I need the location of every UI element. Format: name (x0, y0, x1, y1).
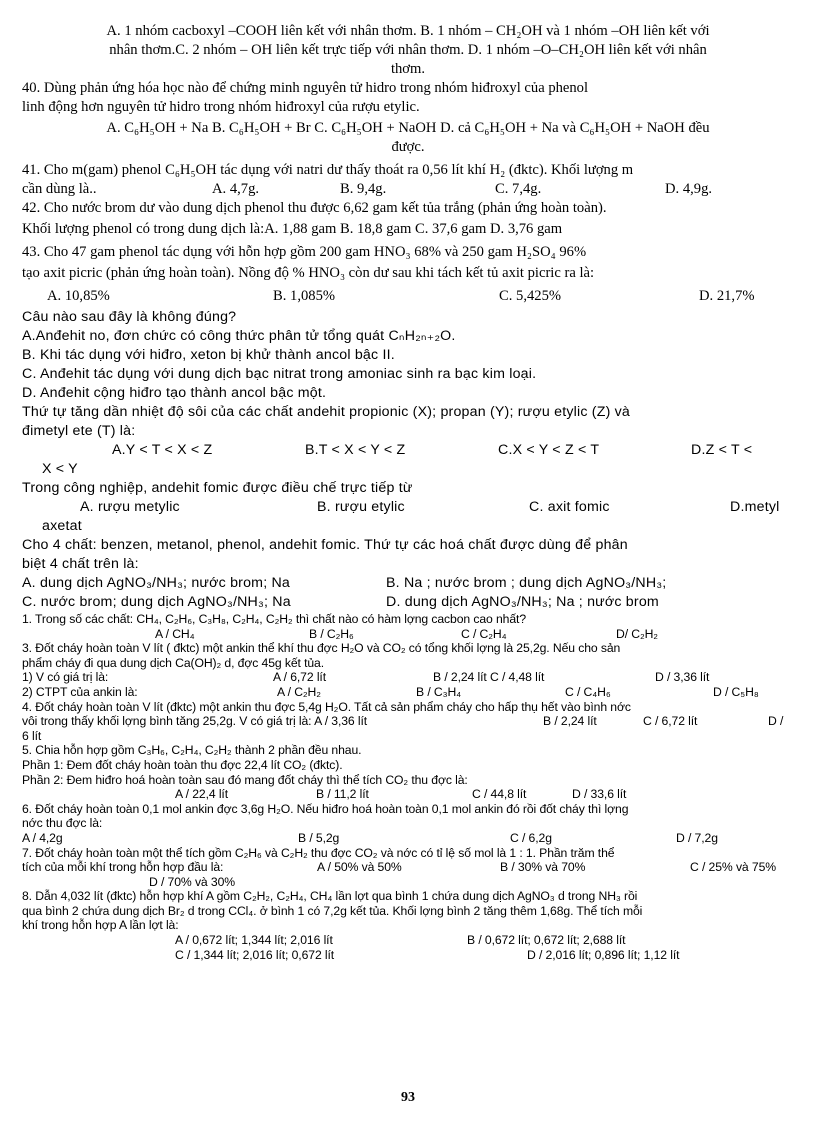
option-b: B / C₃H₄ (416, 684, 462, 699)
option-d: D / 7,2g (676, 830, 718, 845)
option-c: C / 44,8 lít (472, 787, 527, 802)
question-stem: đimetyl ete (T) là: (22, 423, 136, 439)
question-stem: 4. Đốt cháy hoàn toàn V lít (đktc) một ankin thu đợc 5,4g H₂O. Tất cả sản phẩm cháy cho hấp thụ hết vào bình nớc (22, 699, 631, 714)
option-d-continued: axetat (42, 518, 82, 534)
question-stem: tích của mỗi khí trong hỗn hợp đầu là: (22, 860, 224, 875)
option-d: D/ C₂H₂ (616, 626, 658, 641)
option-d-continued: 6 lít (22, 728, 42, 743)
option-line: A. 1 nhóm cacboxyl –COOH liên kết với nhân thơm. B. 1 nhóm – CH₂OH và 1 nhóm –OH liên kết với (106, 23, 710, 39)
options-row (22, 593, 794, 612)
question-stem: khí trong hỗn hợp A lần lợt là: (22, 918, 179, 933)
question-stem: nớc thu đợc là: (22, 816, 103, 831)
options-row (22, 574, 794, 593)
option-d: D / 3,36 lít (655, 670, 710, 685)
option-b: B.T < X < Y < Z (305, 442, 406, 458)
option-d: D / C₅H₈ (713, 684, 759, 699)
part-2: Phần 2: Đem hiđro hoá hoàn toàn sau đó mang đốt cháy thì thể tích CO₂ thu đợc là: (22, 772, 468, 787)
option-d: D.metyl (730, 499, 780, 515)
options-row (22, 627, 794, 642)
option-b: B. 1,085% (273, 288, 336, 304)
question-stem: linh động hơn nguyên tử hidro trong nhóm hiđroxyl của rượu etylic. (22, 99, 420, 115)
option-a: A. rượu metylic (80, 499, 180, 515)
question-stem: Thứ tự tăng dần nhiệt độ sôi của các chất andehit propionic (X); propan (Y); rượu etylic (Z) và (22, 404, 631, 420)
question-43 (22, 243, 794, 306)
option-a: A. 4,7g. (212, 181, 260, 197)
option-d: D. dung dịch AgNO₃/NH₃; Na ; nước brom (386, 594, 659, 610)
options-row (22, 948, 794, 963)
option-a: A.Anđehit no, đơn chức có công thức phân tử tổng quát CₙH₂ₙ₊₂O. (22, 328, 456, 344)
option-d-continued: X < Y (42, 461, 78, 477)
option-b: B / C₂H₆ (309, 626, 354, 641)
question-s7 (22, 846, 794, 890)
option-a: A / CH₄ (155, 626, 195, 641)
option-b: B. 9,4g. (340, 181, 387, 197)
option-a: A / 6,72 lít (273, 670, 327, 685)
question-stem: 41. Cho m(gam) phenol C₆H₅OH tác dụng với natri dư thấy thoát ra 0,56 lít khí H₂ (đktc). Khối lượng m (22, 162, 634, 178)
question-stem: Trong công nghiệp, andehit fomic được điều chế trực tiếp từ (22, 480, 413, 496)
option-d: D / 33,6 lít (572, 787, 627, 802)
options-row (22, 498, 794, 517)
options-row (22, 180, 794, 199)
option-a: A.Y < T < X < Z (112, 442, 213, 458)
option-d: D. 21,7% (699, 288, 755, 304)
question-s8 (22, 889, 794, 962)
question-stem: phẩm cháy đi qua dung dịch Ca(OH)₂ d, đợc 45g kết tủa. (22, 655, 325, 670)
option-d: D / 2,016 lít; 0,896 lít; 1,12 lít (527, 947, 680, 962)
question-stem: biệt 4 chất trên là: (22, 556, 139, 572)
sub-question: 1) V có giá trị là: (22, 670, 109, 685)
option-c: C / C₂H₄ (461, 626, 507, 641)
option-c: C / C₄H₆ (565, 684, 611, 699)
question-lead: cần dùng là.. (22, 181, 97, 197)
option-c: C / 6,2g (510, 830, 552, 845)
options-row (22, 670, 794, 685)
option-c: C. axit fomic (529, 499, 610, 515)
options-row (22, 441, 794, 460)
question-stem-with-a: vôi trong thấy khối lợng bình tăng 25,2g. V có giá trị là: A / 3,36 lít (22, 714, 368, 729)
question-stem: 6. Đốt cháy hoàn toàn 0,1 mol ankin đợc 3,6g H₂O. Nếu hiđro hoá hoàn toàn 0,1 mol ankin đó rồi đốt cháy thì lợng (22, 801, 629, 816)
question-46 (22, 479, 794, 536)
question-stem: 5. Chia hỗn hợp gồm C₃H₆, C₂H₄, C₂H₂ thành 2 phần đều nhau. (22, 743, 362, 758)
option-c: C.X < Y < Z < T (498, 442, 600, 458)
options-row (22, 831, 794, 846)
option-b: B / 30% và 70% (500, 860, 586, 875)
options-row (22, 860, 794, 875)
option-b: B. Khi tác dụng với hiđro, xeton bị khử thành ancol bậc II. (22, 347, 395, 363)
question-stem: 7. Đốt cháy hoàn toàn một thể tích gồm C₂H₆ và C₂H₂ thu đợc CO₂ và nớc có tỉ lệ số mol là 1 : 1. Phần trăm thể (22, 845, 615, 860)
option-c: C. nước brom; dung dịch AgNO₃/NH₃; Na (22, 594, 291, 610)
page-number: 93 (401, 1090, 415, 1105)
options-row (22, 685, 794, 700)
option-a: A. dung dịch AgNO₃/NH₃; nước brom; Na (22, 575, 291, 591)
options-row (22, 714, 794, 729)
option-c: C / 6,72 lít (643, 714, 698, 729)
question-45 (22, 403, 794, 479)
question-stem: Câu nào sau đây là không đúng? (22, 309, 237, 325)
option-b: B / 0,672 lít; 0,672 lít; 2,688 lít (467, 933, 626, 948)
option-b: B / 5,2g (298, 830, 340, 845)
question-40 (22, 79, 794, 157)
question-44 (22, 308, 794, 403)
option-line: thơm. (390, 61, 426, 77)
option-a: A / 0,672 lít; 1,344 lít; 2,016 lít (175, 933, 333, 948)
options-row (22, 287, 794, 306)
question-stem: Cho 4 chất: benzen, metanol, phenol, andehit fomic. Thứ tự các hoá chất được dùng để phân (22, 537, 628, 553)
option-b: B / 11,2 lít (316, 787, 369, 802)
option-bc: B / 2,24 lít C / 4,48 lít (433, 670, 545, 685)
sub-question: 2) CTPT của ankin là: (22, 684, 138, 699)
question-s1 (22, 612, 794, 641)
option-a: A / 4,2g (22, 830, 63, 845)
options-row (22, 933, 794, 948)
option-c: C / 25% và 75% (690, 860, 776, 875)
option-d: D. Anđehit cộng hiđro tạo thành ancol bậc một. (22, 385, 327, 401)
part-1: Phần 1: Đem đốt cháy hoàn toàn thu đợc 22,4 lít CO₂ (đktc). (22, 757, 343, 772)
question-41 (22, 161, 794, 199)
option-b: B. rượu etylic (317, 499, 405, 515)
question-stem: Khối lượng phenol có trong dung dịch là:A. 1,88 gam B. 18,8 gam C. 37,6 gam D. 3,76 gam (22, 221, 563, 237)
question-stem: 43. Cho 47 gam phenol tác dụng với hỗn hợp gồm 200 gam HNO₃ 68% và 250 gam H₂SO₄ 96% (22, 244, 587, 260)
option-a: A / C₂H₂ (277, 684, 321, 699)
question-47 (22, 536, 794, 612)
question-stem: 42. Cho nước brom dư vào dung dịch phenol thu được 6,62 gam kết tủa trắng (phản ứng hoàn toàn). (22, 200, 607, 216)
options-row (22, 787, 794, 802)
option-line: nhân thơm.C. 2 nhóm – OH liên kết trực tiếp với nhân thơm. D. 1 nhóm –O–CH₂OH liên kết với nhân (109, 42, 707, 58)
question-options: được. (391, 139, 425, 155)
option-d: D.Z < T < (691, 442, 753, 458)
option-a: A / 50% và 50% (317, 860, 402, 875)
question-42 (22, 199, 794, 239)
question-s6 (22, 802, 794, 846)
question-stem: 8. Dẫn 4,032 lít (đktc) hỗn hợp khí A gồm C₂H₂, C₂H₄, CH₄ lần lợt qua bình 1 chứa dung dịch AgNO₃ d trong NH₃ rồi (22, 889, 638, 904)
question-stem: qua bình 2 chứa dung dịch Br₂ d trong CCl₄. ở bình 1 có 7,2g kết tủa. Khối lợng bình 2 tăng thêm 1,68g. Thể tích mỗi (22, 903, 643, 918)
option-b: B. Na ; nước brom ; dung dịch AgNO₃/NH₃; (386, 575, 667, 591)
question-s5 (22, 743, 794, 801)
option-a: A. 10,85% (47, 288, 110, 304)
question-s4 (22, 700, 794, 744)
option-b: B / 2,24 lít (543, 714, 597, 729)
option-d: D / 70% và 30% (149, 874, 235, 889)
option-c: C. 7,4g. (495, 181, 542, 197)
question-stem: 3. Đốt cháy hoàn toàn V lít ( đktc) một ankin thể khí thu đợc H₂O và CO₂ có tổng khối lợng là 25,2g. Nếu cho sản (22, 641, 621, 656)
question-stem: tạo axit picric (phản ứng hoàn toàn). Nồng độ % HNO₃ còn dư sau khi tách kết tủ axit picric ra là: (22, 265, 595, 281)
question-options: A. C₆H₅OH + Na B. C₆H₅OH + Br C. C₆H₅OH + NaOH D. cả C₆H₅OH + Na và C₆H₅OH + NaOH đều (106, 120, 710, 136)
option-a: A / 22,4 lít (175, 787, 229, 802)
option-c: C / 1,344 lít; 2,016 lít; 0,672 lít (175, 947, 335, 962)
option-d: D / (768, 714, 784, 729)
option-d: D. 4,9g. (665, 181, 713, 197)
question-stem: 40. Dùng phản ứng hóa học nào để chứng minh nguyên tử hidro trong nhóm hiđroxyl của phenol (22, 80, 589, 96)
question-39-options (22, 22, 794, 79)
option-c: C. 5,425% (499, 288, 562, 304)
option-c: C. Anđehit tác dụng với dung dịch bạc nitrat trong amoniac sinh ra bạc kim loại. (22, 366, 537, 382)
question-stem: 1. Trong số các chất: CH₄, C₂H₆, C₃H₈, C₂H₄, C₂H₂ thì chất nào có hàm lợng cacbon cao nhất? (22, 612, 527, 626)
document-page (22, 22, 794, 962)
question-s3 (22, 641, 794, 699)
